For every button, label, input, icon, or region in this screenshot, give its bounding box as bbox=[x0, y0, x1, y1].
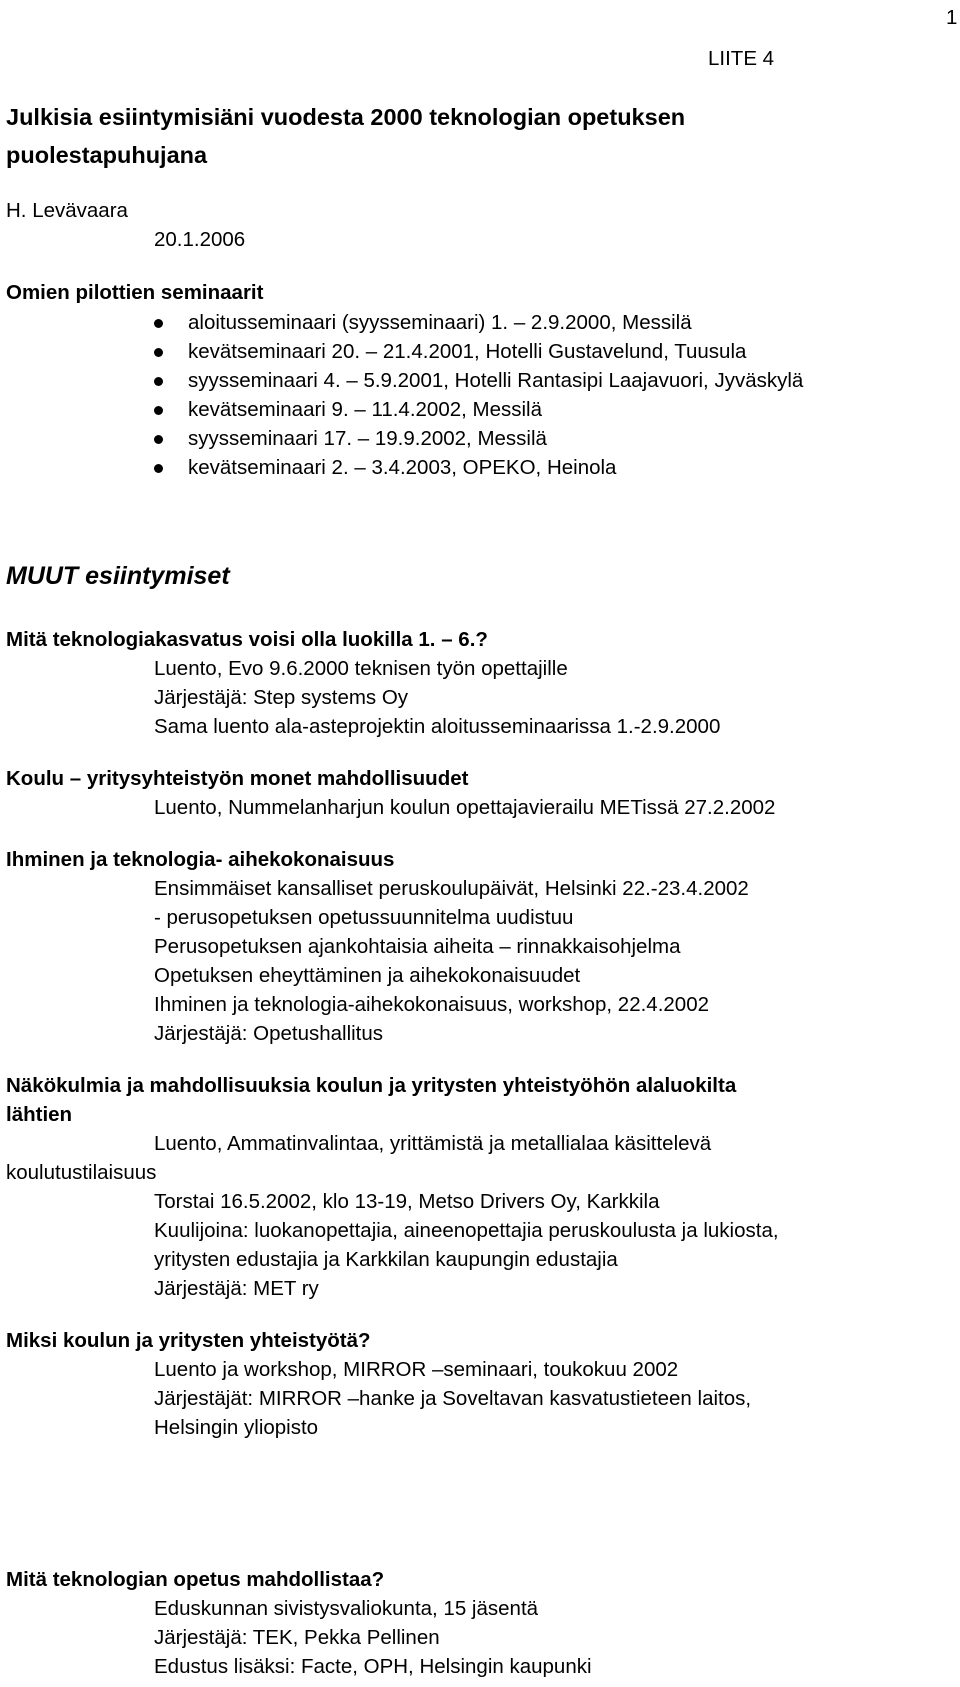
document-date: 20.1.2006 bbox=[154, 228, 246, 251]
bullet-icon bbox=[154, 406, 163, 415]
page-number: 1 bbox=[946, 6, 958, 29]
section-heading-line2: lähtien bbox=[6, 1103, 73, 1126]
bullet-icon bbox=[154, 435, 163, 444]
document-title-line2: puolestapuhujana bbox=[6, 142, 208, 168]
section-heading: Ihminen ja teknologia- aihekokonaisuus bbox=[6, 848, 395, 871]
section-line: Luento, Nummelanharjun koulun opettajavierailu METissä 27.2.2002 bbox=[154, 796, 776, 819]
section-line: Luento, Ammatinvalintaa, yrittämistä ja metallialaa käsittelevä bbox=[154, 1132, 712, 1155]
section-heading-line1: Näkökulmia ja mahdollisuuksia koulun ja yritysten yhteistyöhön alaluokilta bbox=[6, 1074, 737, 1097]
section-line: Järjestäjä: Opetushallitus bbox=[154, 1022, 384, 1045]
list-item: aloitusseminaari (syysseminaari) 1. – 2.9.2000, Messilä bbox=[188, 311, 692, 334]
section-line: Järjestäjät: MIRROR –hanke ja Soveltavan kasvatustieteen laitos, bbox=[154, 1387, 752, 1410]
bullet-icon bbox=[154, 348, 163, 357]
bullet-icon bbox=[154, 377, 163, 386]
section-line: Luento, Evo 9.6.2000 teknisen työn opettajille bbox=[154, 657, 568, 680]
section-line: Järjestäjä: Step systems Oy bbox=[154, 686, 409, 709]
list-item: kevätseminaari 9. – 11.4.2002, Messilä bbox=[188, 398, 543, 421]
section-line: Torstai 16.5.2002, klo 13-19, Metso Drivers Oy, Karkkila bbox=[154, 1190, 660, 1213]
section-line: yritysten edustajia ja Karkkilan kaupungin edustajia bbox=[154, 1248, 618, 1271]
list-item: syysseminaari 4. – 5.9.2001, Hotelli Rantasipi Laajavuori, Jyväskylä bbox=[188, 369, 804, 392]
list-item: kevätseminaari 2. – 3.4.2003, OPEKO, Heinola bbox=[188, 456, 617, 479]
section-heading: Mitä teknologiakasvatus voisi olla luokilla 1. – 6.? bbox=[6, 628, 488, 651]
section-line: Järjestäjä: MET ry bbox=[154, 1277, 319, 1300]
pilots-heading: Omien pilottien seminaarit bbox=[6, 281, 264, 304]
bullet-icon bbox=[154, 319, 163, 328]
list-item: kevätseminaari 20. – 21.4.2001, Hotelli Gustavelund, Tuusula bbox=[188, 340, 747, 363]
section-heading: Mitä teknologian opetus mahdollistaa? bbox=[6, 1568, 385, 1591]
appendix-label: LIITE 4 bbox=[708, 47, 775, 70]
document-title-line1: Julkisia esiintymisiäni vuodesta 2000 teknologian opetuksen bbox=[6, 104, 686, 130]
section-line: Perusopetuksen ajankohtaisia aiheita – rinnakkaisohjelma bbox=[154, 935, 681, 958]
section-line: Helsingin yliopisto bbox=[154, 1416, 319, 1439]
section-line-wrap: koulutustilaisuus bbox=[6, 1161, 157, 1184]
author: H. Levävaara bbox=[6, 199, 128, 222]
section-heading: Koulu – yritysyhteistyön monet mahdollisuudet bbox=[6, 767, 469, 790]
section-line: Luento ja workshop, MIRROR –seminaari, toukokuu 2002 bbox=[154, 1358, 679, 1381]
other-heading: MUUT esiintymiset bbox=[6, 562, 230, 590]
section-line: Eduskunnan sivistysvaliokunta, 15 jäsentä bbox=[154, 1597, 539, 1620]
section-line: Järjestäjä: TEK, Pekka Pellinen bbox=[154, 1626, 440, 1649]
section-line: Opetuksen eheyttäminen ja aihekokonaisuudet bbox=[154, 964, 581, 987]
section-line: Kuulijoina: luokanopettajia, aineenopettajia peruskoulusta ja lukiosta, bbox=[154, 1219, 779, 1242]
section-line: Ihminen ja teknologia-aihekokonaisuus, workshop, 22.4.2002 bbox=[154, 993, 710, 1016]
section-line: Edustus lisäksi: Facte, OPH, Helsingin kaupunki bbox=[154, 1655, 592, 1678]
section-line: - perusopetuksen opetussuunnitelma uudistuu bbox=[154, 906, 574, 929]
section-line: Ensimmäiset kansalliset peruskoulupäivät, Helsinki 22.-23.4.2002 bbox=[154, 877, 749, 900]
section-line: Sama luento ala-asteprojektin aloitusseminaarissa 1.-2.9.2000 bbox=[154, 715, 721, 738]
section-heading: Miksi koulun ja yritysten yhteistyötä? bbox=[6, 1329, 371, 1352]
bullet-icon bbox=[154, 464, 163, 473]
list-item: syysseminaari 17. – 19.9.2002, Messilä bbox=[188, 427, 547, 450]
